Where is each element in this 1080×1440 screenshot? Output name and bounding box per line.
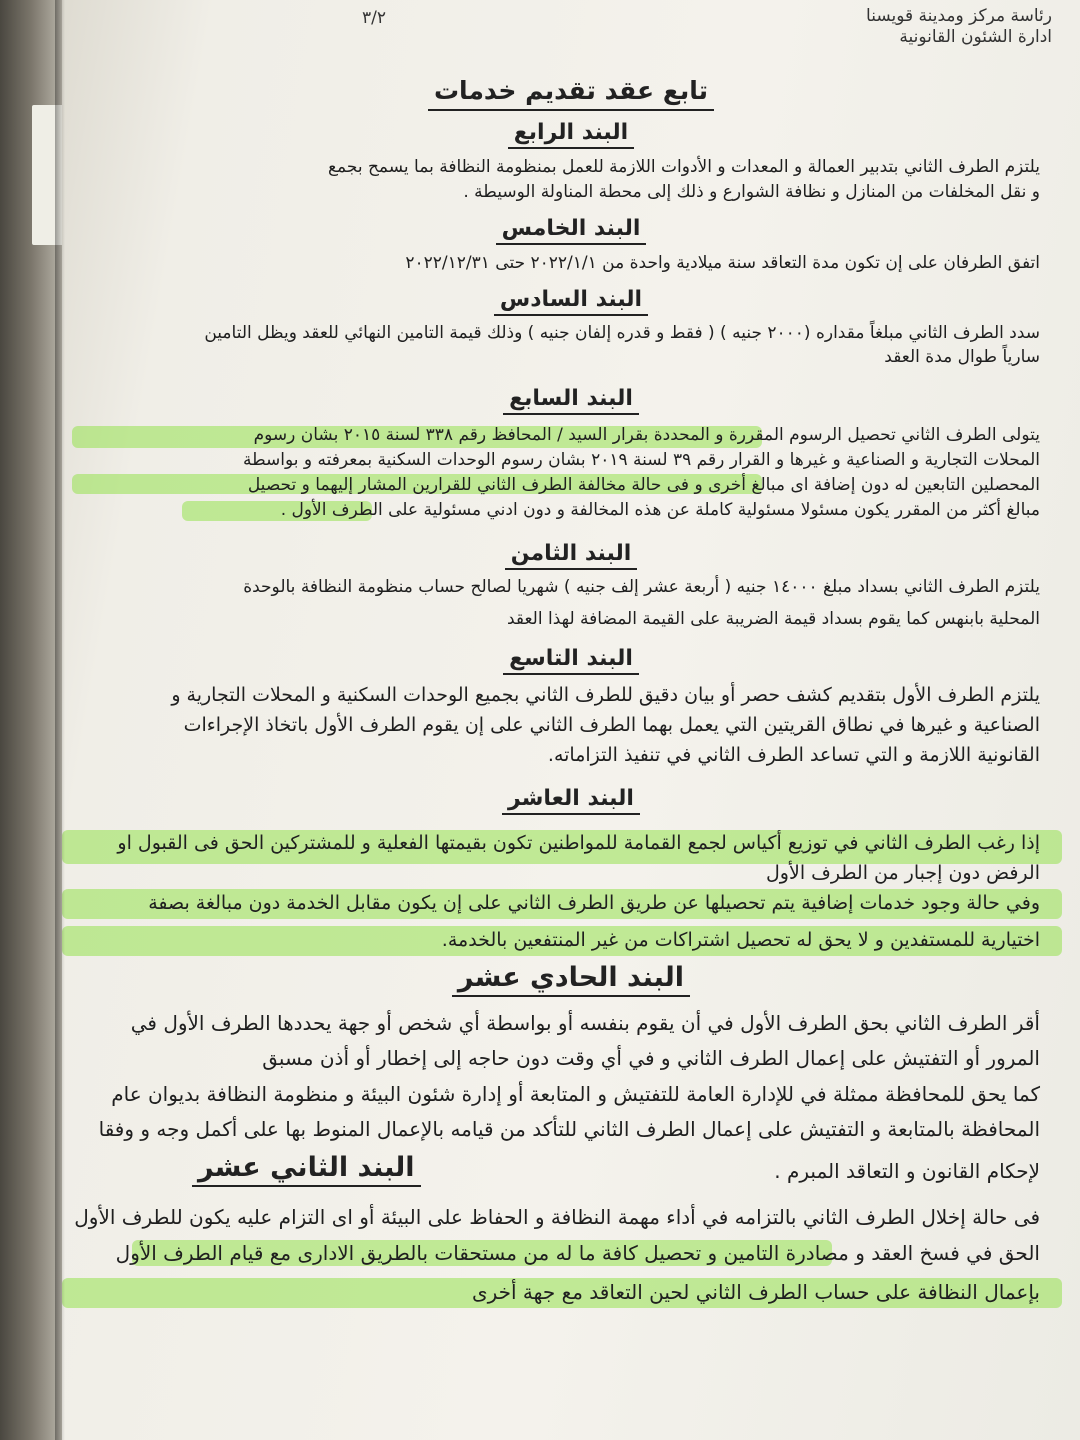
page-shadow <box>55 0 65 1440</box>
clause-text-line: يلتزم الطرف الثاني بسداد مبلغ ١٤٠٠٠ جنيه ( أربعة عشر إلف جنيه ) شهريا لصالح حساب منظومة النظافة بالوحدة <box>243 577 1040 597</box>
clause-heading: البند الثاني عشر <box>192 1152 421 1183</box>
clause-text-line: المرور أو التفتيش على إعمال الطرف الثاني و في أي وقت دون حاجه إلى إخطار أو أذن مسبق <box>262 1046 1040 1070</box>
clause-text-line: بإعمال النظافة على حساب الطرف الثاني لحين التعاقد مع جهة أخرى <box>471 1280 1040 1304</box>
clause-heading: البند الثامن <box>62 541 1080 566</box>
clause-text-line: مبالغ أكثر من المقرر يكون مسئولا مسئولية كاملة عن هذه المخالفة و دون ادني مسئولية على الطرف الأول . <box>280 500 1040 520</box>
clause-heading: البند السادس <box>62 287 1080 312</box>
letterhead-line-1: رئاسة مركز ومدينة قويسنا <box>866 6 1052 26</box>
document-page <box>62 0 1080 1440</box>
clause-text-line: المحلات التجارية و الصناعية و غيرها و القرار رقم ٣٩ لسنة ٢٠١٩ بشان رسوم الوحدات السكنية بمعرفته و بواسطة <box>242 450 1040 470</box>
clause-text-line: يلتزم الطرف الثاني بتدبير العمالة و المعدات و الأدوات اللازمة للعمل بمنظومة النظافة بما يسمح بجمع <box>327 157 1040 177</box>
letterhead-line-2: ادارة الشئون القانونية <box>899 27 1052 47</box>
clause-heading: البند الرابع <box>62 120 1080 145</box>
clause-text-line: الصناعية و غيرها في نطاق القريتين التي يعمل بهما الطرف الثاني على إن يقوم الطرف الأول باتخاذ الإجراءات <box>183 714 1040 736</box>
document-title: تابع عقد تقديم خدمات <box>62 76 1080 105</box>
clause-text-line: اتفق الطرفان على إن تكون مدة التعاقد سنة ميلادية واحدة من ٢٠٢٢/١/١ حتى ٢٠٢٢/١٢/٣١ <box>405 253 1040 273</box>
clause-text-line: المحافظة بالمتابعة و التفتيش على إعمال الطرف الثاني للتأكد من قيامه بالإعمال المنوط بها على أكمل وجه و وفقا <box>98 1117 1040 1141</box>
clause-text-line: يلتزم الطرف الأول بتقديم كشف حصر أو بيان دقيق للطرف الثاني بجميع الوحدات السكنية و المحلات التجارية و <box>171 684 1040 706</box>
clause-text-line: سارياً طوال مدة العقد <box>884 347 1040 367</box>
page-number: ٣/٢ <box>362 8 386 28</box>
clause-text-line: فى حالة إخلال الطرف الثاني بالتزامه في أداء مهمة النظافة و الحفاظ على البيئة أو اى التزام عليه يكون للطرف الأول <box>74 1205 1040 1229</box>
clause-heading: البند العاشر <box>62 786 1080 811</box>
clause-text-line: المحلية بابنهس كما يقوم بسداد قيمة الضريبة على القيمة المضافة لهذا العقد <box>506 609 1040 629</box>
clause-text-line: المحصلين التابعين له دون إضافة اى مبالغ أخرى و فى حالة مخالفة الطرف الثاني للقرارين المشار إليهما و تحصيل <box>247 475 1040 495</box>
clause-text-line: الرفض دون إجبار من الطرف الأول <box>766 862 1040 884</box>
clause-text-line: إذا رغب الطرف الثاني في توزيع أكياس لجمع القمامة للمواطنين تكون بقيمتها الفعلية و للمشتركين الحق فى القبول او <box>117 832 1040 854</box>
clause-heading: البند الخامس <box>62 216 1080 241</box>
clause-text-line: يتولى الطرف الثاني تحصيل الرسوم المقررة و المحددة بقرار السيد / المحافظ رقم ٣٣٨ لسنة ٢٠١٥ بشان رسوم <box>253 425 1040 445</box>
clause-text-line: لإحكام القانون و التعاقد المبرم . <box>774 1159 1040 1183</box>
clause-heading: البند التاسع <box>62 646 1080 671</box>
clause-text-line: كما يحق للمحافظة ممثلة في للإدارة العامة للتفتيش و المتابعة أو إدارة شئون البيئة و منظومة النظافة بديوان عام <box>111 1082 1040 1106</box>
clause-text-line: الحق في فسخ العقد و مصادرة التامين و تحصيل كافة ما له من مستحقات بالطريق الادارى مع قيام الطرف الأول <box>115 1241 1040 1265</box>
clause-text-line: وفي حالة وجود خدمات إضافية يتم تحصيلها عن طريق الطرف الثاني على إن يكون مقابل الخدمة دون مبالغة بصفة <box>148 892 1040 914</box>
clause-text-line: أقر الطرف الثاني بحق الطرف الأول في أن يقوم بنفسه أو بواسطة أي شخص أو جهة يحددها الطرف الأول في <box>130 1011 1040 1035</box>
letterhead <box>866 6 1052 48</box>
clause-text-line: القانونية اللازمة و التي تساعد الطرف الثاني في تنفيذ التزاماته. <box>547 744 1040 766</box>
clause-text-line: اختيارية للمستفدين و لا يحق له تحصيل اشتراكات من غير المنتفعين بالخدمة. <box>441 929 1040 951</box>
clause-heading: البند السابع <box>62 386 1080 411</box>
clause-text-line: و نقل المخلفات من المنازل و نظافة الشوارع و ذلك إلى محطة المناولة الوسيطة . <box>463 182 1040 202</box>
clause-heading: البند الحادي عشر <box>62 962 1080 993</box>
clause-text-line: سدد الطرف الثاني مبلغاً مقداره (٢٠٠٠ جنيه ) ( فقط و قدره إلفان جنيه ) وذلك قيمة التامين النهائي للعقد ويظل التامين <box>204 323 1040 343</box>
